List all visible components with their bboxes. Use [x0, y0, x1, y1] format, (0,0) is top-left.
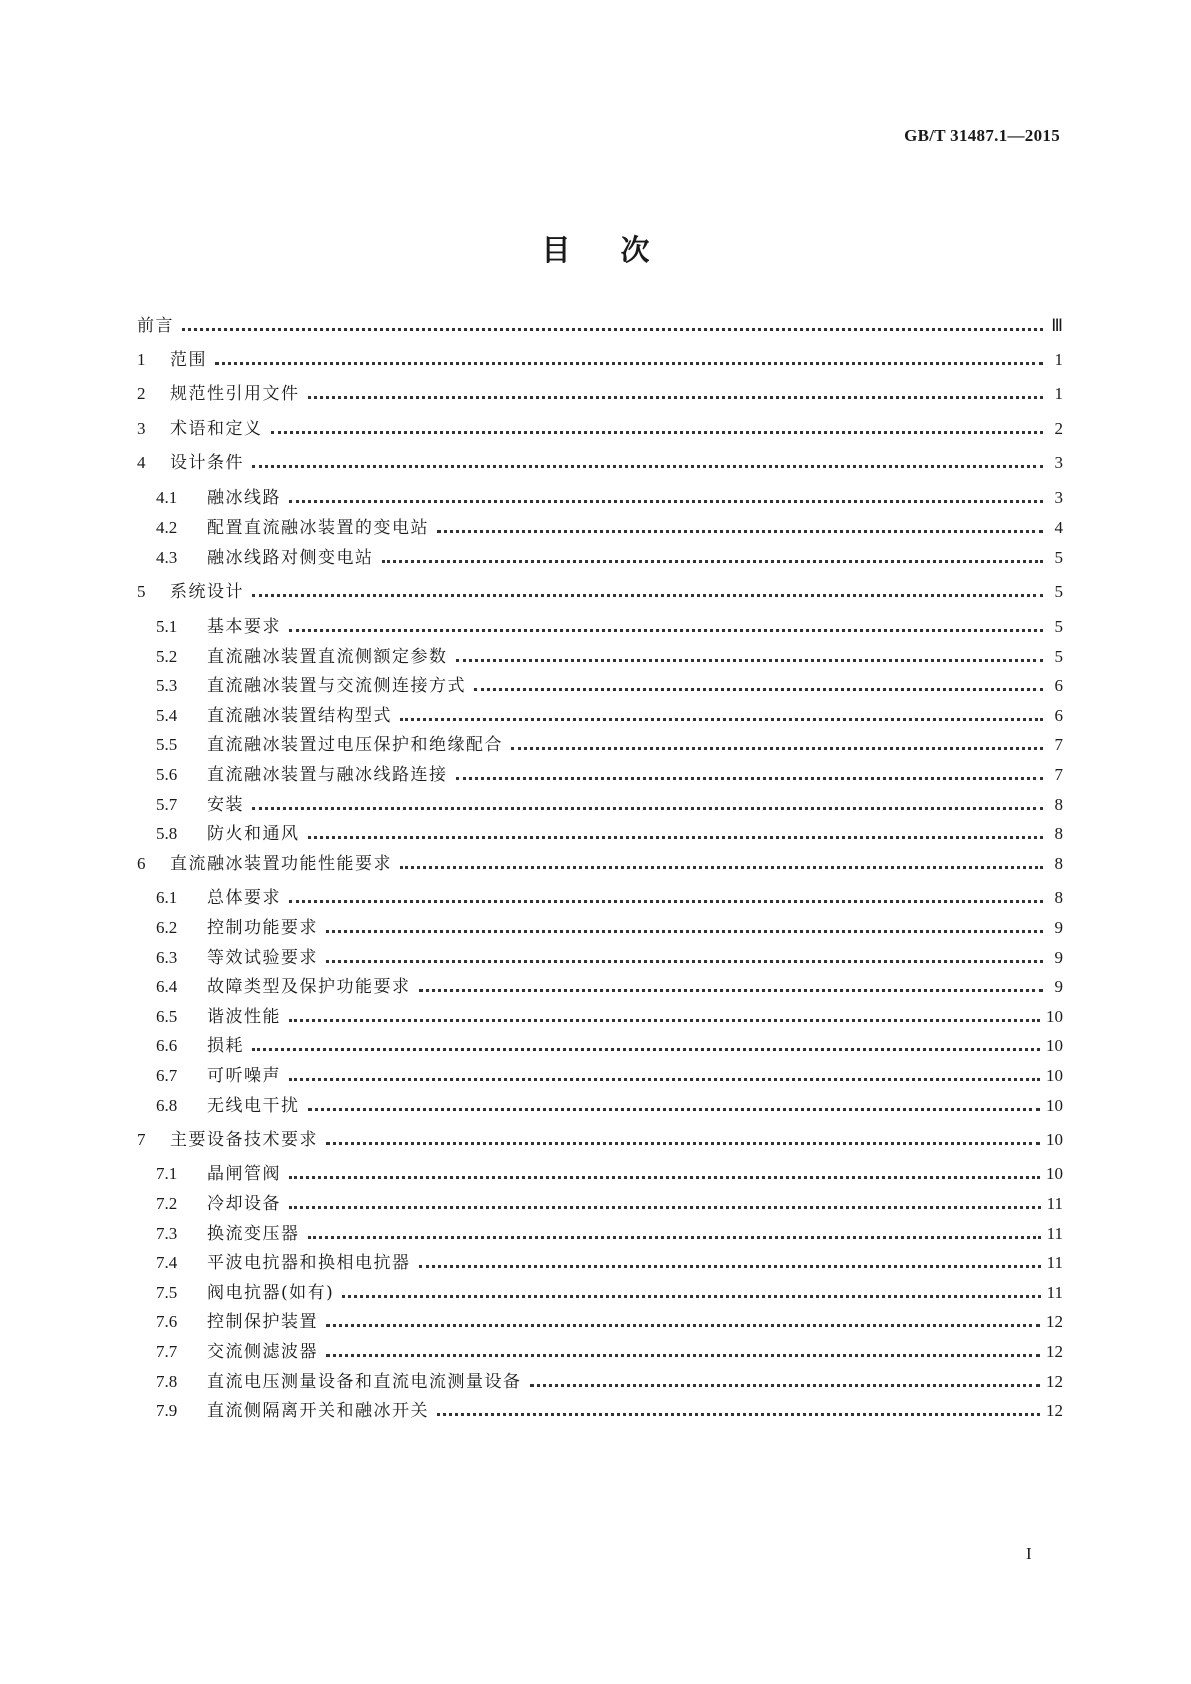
toc-entry-page: 4 — [1054, 518, 1063, 537]
toc-entry-label: 直流侧隔离开关和融冰开关 — [207, 1401, 429, 1421]
toc-entry-label: 防火和通风 — [207, 824, 300, 844]
toc-entry[interactable] — [137, 1127, 1063, 1151]
toc-entry-number: 5.1 — [156, 617, 178, 636]
dot-leader — [252, 1048, 1040, 1051]
toc-entry-label: 配置直流融冰装置的变电站 — [207, 518, 429, 538]
toc-entry-label: 融冰线路 — [207, 488, 281, 508]
toc-entry[interactable] — [137, 416, 1063, 440]
toc-entry-label: 平波电抗器和换相电抗器 — [207, 1253, 411, 1273]
dot-leader — [308, 1236, 1041, 1239]
toc-entry[interactable] — [156, 545, 1063, 569]
toc-entry-page: 12 — [1046, 1372, 1063, 1391]
toc-entry-number: 5.2 — [156, 647, 178, 666]
toc-entry-number: 4.1 — [156, 488, 178, 507]
toc-entry[interactable] — [156, 1309, 1063, 1333]
toc-entry-page: 5 — [1054, 647, 1063, 666]
toc-entry-label: 直流融冰装置功能性能要求 — [170, 854, 392, 874]
toc-entry-number: 6.7 — [156, 1066, 178, 1085]
toc-entry-label: 直流融冰装置直流侧额定参数 — [207, 647, 448, 667]
toc-entry[interactable] — [156, 821, 1063, 845]
toc-entry-label: 直流融冰装置与融冰线路连接 — [207, 765, 448, 785]
toc-entry-number: 6.1 — [156, 888, 178, 907]
dot-leader — [271, 431, 1044, 434]
toc-entry-label: 系统设计 — [170, 582, 244, 602]
toc-entry-page: 11 — [1046, 1224, 1063, 1243]
toc-entry-number: 4.3 — [156, 548, 178, 567]
toc-entry-number: 5.6 — [156, 765, 178, 784]
toc-entry-number: 5.7 — [156, 795, 178, 814]
toc-entry-page: 10 — [1046, 1036, 1063, 1055]
toc-entry-label: 无线电干扰 — [207, 1096, 300, 1116]
toc-entry[interactable] — [156, 1280, 1063, 1304]
dot-leader — [326, 1324, 1040, 1327]
dot-leader — [252, 807, 1043, 810]
dot-leader — [382, 560, 1044, 563]
toc-entry-page: 1 — [1054, 384, 1063, 403]
toc-entry-number: 4.2 — [156, 518, 178, 537]
toc-entry-number: 7.7 — [156, 1342, 178, 1361]
dot-leader — [419, 989, 1044, 992]
toc-entry-number: 6.8 — [156, 1096, 178, 1115]
toc-entry-page: 8 — [1054, 888, 1063, 907]
toc-entry-label: 安装 — [207, 795, 244, 815]
toc-entry-label: 交流侧滤波器 — [207, 1342, 318, 1362]
toc-entry-number: 6.6 — [156, 1036, 178, 1055]
dot-leader — [419, 1265, 1041, 1268]
toc-entry-number: 5.5 — [156, 735, 178, 754]
toc-entry-page: 8 — [1054, 824, 1063, 843]
toc-entry[interactable] — [156, 1093, 1063, 1117]
toc-entry-page: 3 — [1054, 488, 1063, 507]
toc-entry-page: 1 — [1054, 350, 1063, 369]
toc-entry-number: 6.3 — [156, 948, 178, 967]
toc-entry-page: 8 — [1054, 854, 1063, 873]
toc-entry[interactable] — [156, 485, 1063, 509]
toc-entry-page: 10 — [1046, 1007, 1063, 1026]
dot-leader — [474, 688, 1043, 691]
toc-entry[interactable] — [137, 313, 1063, 337]
dot-leader — [289, 1019, 1040, 1022]
toc-entry-page: 11 — [1046, 1194, 1063, 1213]
toc-entry[interactable] — [156, 792, 1063, 816]
dot-leader — [215, 362, 1043, 365]
toc-entry[interactable] — [156, 614, 1063, 638]
toc-entry-number: 7.1 — [156, 1164, 178, 1183]
dot-leader — [530, 1384, 1041, 1387]
toc-entry[interactable] — [156, 1004, 1063, 1028]
toc-entry[interactable] — [156, 732, 1063, 756]
toc-entry[interactable] — [156, 915, 1063, 939]
dot-leader — [437, 1413, 1040, 1416]
toc-entry-label: 控制功能要求 — [207, 918, 318, 938]
toc-entry-label: 谐波性能 — [207, 1007, 281, 1027]
toc-entry-number: 7.4 — [156, 1253, 178, 1272]
dot-leader — [326, 960, 1043, 963]
dot-leader — [289, 1176, 1040, 1179]
toc-entry-page: 6 — [1054, 676, 1063, 695]
toc-entry-number: 5.8 — [156, 824, 178, 843]
toc-entry-number: 7.5 — [156, 1283, 178, 1302]
toc-entry-page: 2 — [1054, 419, 1063, 438]
dot-leader — [289, 900, 1043, 903]
toc-entry[interactable] — [156, 1033, 1063, 1057]
toc-entry-number: 7.6 — [156, 1312, 178, 1331]
dot-leader — [456, 777, 1044, 780]
dot-leader — [326, 930, 1043, 933]
toc-entry-number: 2 — [137, 384, 146, 403]
toc-entry-page: 11 — [1046, 1283, 1063, 1302]
toc-entry[interactable] — [156, 515, 1063, 539]
toc-entry-page: 5 — [1054, 617, 1063, 636]
toc-entry-page: 9 — [1054, 918, 1063, 937]
toc-entry[interactable] — [156, 644, 1063, 668]
toc-entry-number: 4 — [137, 453, 146, 472]
toc-entry-label: 阀电抗器(如有) — [207, 1283, 335, 1303]
toc-entry-number: 3 — [137, 419, 146, 438]
toc-entry-label: 前言 — [137, 316, 174, 336]
toc-entry-label: 控制保护装置 — [207, 1312, 318, 1332]
dot-leader — [289, 629, 1043, 632]
toc-entry[interactable] — [156, 1369, 1063, 1393]
toc-entry-number: 1 — [137, 350, 146, 369]
toc-entry-label: 直流融冰装置过电压保护和绝缘配合 — [207, 735, 503, 755]
toc-entry-page: 7 — [1054, 735, 1063, 754]
toc-entry-label: 术语和定义 — [170, 419, 263, 439]
toc-entry-page: 9 — [1054, 977, 1063, 996]
dot-leader — [182, 328, 1043, 331]
dot-leader — [437, 530, 1043, 533]
toc-entry-label: 直流融冰装置结构型式 — [207, 706, 392, 726]
toc-entry-number: 7.8 — [156, 1372, 178, 1391]
toc-entry[interactable] — [156, 1221, 1063, 1245]
toc-entry-label: 设计条件 — [170, 453, 244, 473]
dot-leader — [289, 500, 1043, 503]
toc-entry-number: 7.2 — [156, 1194, 178, 1213]
toc-entry-number: 6.2 — [156, 918, 178, 937]
dot-leader — [308, 836, 1044, 839]
dot-leader — [342, 1295, 1040, 1298]
toc-entry-number: 7 — [137, 1130, 146, 1149]
toc-entry[interactable] — [156, 885, 1063, 909]
toc-entry[interactable] — [156, 945, 1063, 969]
dot-leader — [400, 718, 1043, 721]
toc-entry-page: 8 — [1054, 795, 1063, 814]
toc-entry-page: 12 — [1046, 1342, 1063, 1361]
dot-leader — [511, 747, 1043, 750]
toc-entry-page: 10 — [1046, 1066, 1063, 1085]
dot-leader — [308, 396, 1044, 399]
toc-entry-label: 范围 — [170, 350, 207, 370]
toc-entry-page: 12 — [1046, 1312, 1063, 1331]
toc-entry[interactable] — [156, 974, 1063, 998]
toc-entry[interactable] — [137, 381, 1063, 405]
toc-entry[interactable] — [137, 579, 1063, 603]
toc-entry-number: 5.3 — [156, 676, 178, 695]
toc-entry-page: 10 — [1046, 1130, 1063, 1149]
toc-entry-page: Ⅲ — [1051, 316, 1063, 335]
toc-entry-number: 6.4 — [156, 977, 178, 996]
toc-entry-label: 直流电压测量设备和直流电流测量设备 — [207, 1372, 522, 1392]
toc-entry-label: 融冰线路对侧变电站 — [207, 548, 374, 568]
toc-entry-number: 5 — [137, 582, 146, 601]
toc-entry[interactable] — [156, 1063, 1063, 1087]
toc-entry-page: 5 — [1054, 548, 1063, 567]
toc-entry[interactable] — [156, 762, 1063, 786]
toc-entry[interactable] — [156, 673, 1063, 697]
toc-entry[interactable] — [137, 851, 1063, 875]
dot-leader — [252, 465, 1043, 468]
toc-entry[interactable] — [137, 450, 1063, 474]
toc-entry-page: 10 — [1046, 1096, 1063, 1115]
toc-entry-label: 基本要求 — [207, 617, 281, 637]
dot-leader — [308, 1108, 1041, 1111]
toc-entry-label: 规范性引用文件 — [170, 384, 300, 404]
toc-entry-page: 3 — [1054, 453, 1063, 472]
toc-entry-page: 12 — [1046, 1401, 1063, 1420]
dot-leader — [289, 1078, 1040, 1081]
title-char-1: 目 — [541, 233, 571, 267]
dot-leader — [289, 1206, 1041, 1209]
toc-entry-number: 7.3 — [156, 1224, 178, 1243]
dot-leader — [252, 594, 1043, 597]
toc-entry-label: 等效试验要求 — [207, 948, 318, 968]
toc-entry-label: 故障类型及保护功能要求 — [207, 977, 411, 997]
toc-entry[interactable] — [137, 347, 1063, 371]
toc-entry-number: 6.5 — [156, 1007, 178, 1026]
toc-entry[interactable] — [156, 1339, 1063, 1363]
dot-leader — [400, 866, 1043, 869]
toc-entry-page: 6 — [1054, 706, 1063, 725]
footer-page-number: I — [1026, 1544, 1032, 1563]
toc-entry-page: 11 — [1046, 1253, 1063, 1272]
toc-entry[interactable] — [156, 1250, 1063, 1274]
toc-entry-page: 9 — [1054, 948, 1063, 967]
toc-entry[interactable] — [156, 1161, 1063, 1185]
dot-leader — [326, 1354, 1040, 1357]
toc-entry[interactable] — [156, 1398, 1063, 1422]
toc-entry[interactable] — [156, 703, 1063, 727]
toc-entry-label: 损耗 — [207, 1036, 244, 1056]
toc-entry-label: 直流融冰装置与交流侧连接方式 — [207, 676, 466, 696]
toc-entry-number: 6 — [137, 854, 146, 873]
toc-entry-label: 晶闸管阀 — [207, 1164, 281, 1184]
toc-entry-page: 5 — [1054, 582, 1063, 601]
toc-entry-number: 5.4 — [156, 706, 178, 725]
toc-entry-label: 冷却设备 — [207, 1194, 281, 1214]
dot-leader — [326, 1142, 1040, 1145]
dot-leader — [456, 659, 1044, 662]
toc-entry-page: 7 — [1054, 765, 1063, 784]
toc-entry-label: 主要设备技术要求 — [170, 1130, 318, 1150]
toc-entry-label: 换流变压器 — [207, 1224, 300, 1244]
document-code: GB/T 31487.1—2015 — [904, 126, 1060, 145]
toc-entry-number: 7.9 — [156, 1401, 178, 1420]
page-title — [0, 228, 1191, 269]
toc-entry[interactable] — [156, 1191, 1063, 1215]
toc-entry-page: 10 — [1046, 1164, 1063, 1183]
toc-entry-label: 总体要求 — [207, 888, 281, 908]
toc-entry-label: 可听噪声 — [207, 1066, 281, 1086]
title-char-2: 次 — [620, 233, 650, 267]
